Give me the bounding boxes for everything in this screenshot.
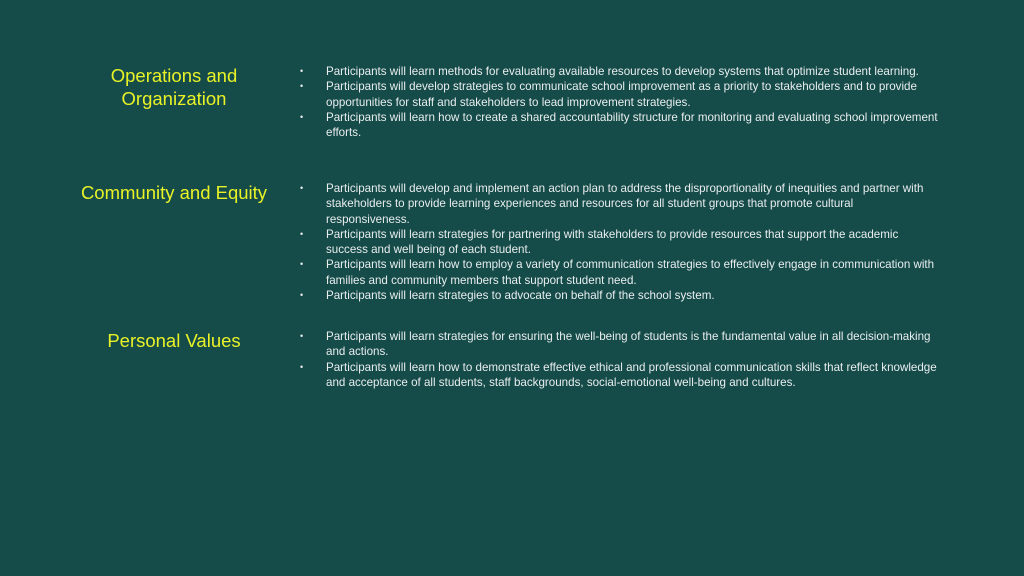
list-item-text: Participants will learn how to employ a variety of communication strategies to effectively engage in communication with families and community members that support student need. [326, 258, 935, 287]
list-item [300, 257, 940, 288]
list-item [300, 329, 940, 360]
list-item [300, 227, 940, 258]
bullet-icon: • [300, 331, 304, 341]
list-item [300, 360, 940, 391]
bullet-icon: • [300, 111, 304, 122]
list-item-text: Participants will learn how to create a shared accountability structure for monitoring and evaluating school improvement efforts. [326, 110, 938, 140]
section-heading: Community and Equity [80, 182, 268, 203]
bullet-icon: • [300, 259, 304, 270]
bullet-list [300, 64, 940, 140]
bullet-icon: • [300, 81, 304, 92]
section-heading: Operations and Organization [110, 65, 238, 109]
list-item-text: Participants will learn strategies for partnering with stakeholders to provide resources that support the academic success and well being of each student. [326, 227, 899, 257]
bullet-list [300, 181, 940, 303]
list-item-text: Participants will learn how to demonstrate effective ethical and professional communication skills that reflect knowledge and acceptance of all students, staff backgrounds, social-emotional well-being and cultures. [326, 360, 937, 389]
list-item-text: Participants will learn methods for evaluating available resources to develop systems that optimize student learning. [326, 65, 919, 78]
list-item [300, 110, 940, 141]
list-item [300, 181, 940, 227]
list-item-text: Participants will develop and implement an action plan to address the disproportionality of inequities and partner with stakeholders to provide learning experiences and resources for all student groups that promote cultural responsiveness. [326, 182, 924, 226]
list-item-text: Participants will learn strategies for ensuring the well-being of students is the fundamental value in all decision-making and actions. [326, 330, 931, 359]
list-item [300, 64, 940, 79]
bullet-icon: • [300, 228, 304, 239]
bullet-icon: • [300, 290, 304, 301]
bullet-icon: • [300, 183, 304, 193]
bullet-list [300, 329, 940, 390]
list-item [300, 79, 940, 110]
list-item [300, 288, 940, 303]
section-heading: Personal Values [107, 330, 241, 351]
bullet-icon: • [300, 361, 304, 372]
list-item-text: Participants will learn strategies to advocate on behalf of the school system. [326, 289, 715, 303]
bullet-icon: • [300, 66, 304, 76]
list-item-text: Participants will develop strategies to communicate school improvement as a priority to stakeholders and to provide opportunities for staff and stakeholders to lead improvement strategies. [326, 80, 917, 109]
